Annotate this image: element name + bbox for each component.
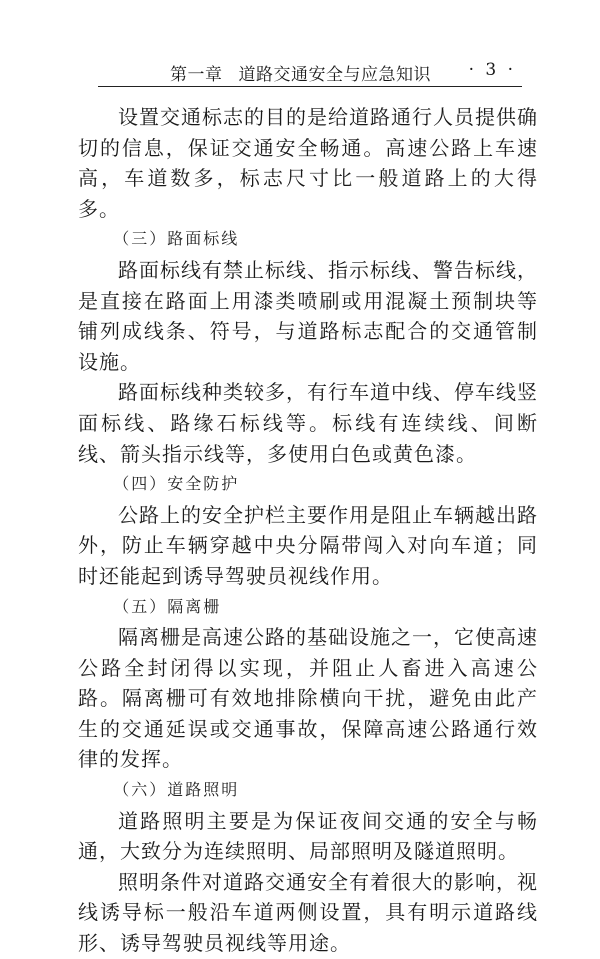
paragraph-lighting-types: 道路照明主要是为保证夜间交通的安全与畅通，大致分为连续照明、局部照明及隧道照明。: [78, 808, 538, 864]
body-text: [78, 102, 538, 959]
paragraph-lighting-guidance: 照明条件对道路交通安全有着很大的影响，视线诱导标一般沿车道两侧设置，具有明示道路线形、诱导驾驶员视线等用途。: [78, 869, 538, 956]
section-heading-fence: （五）隔离栅: [113, 596, 222, 616]
paragraph-fence: 隔离栅是高速公路的基础设施之一，它使高速公路全封闭得以实现，并阻止人畜进入高速公路。隔离栅可有效地排除横向干扰，避免由此产生的交通延误或交通事故，保障高速公路通行效律的发挥。: [78, 625, 538, 772]
running-header: [98, 56, 522, 87]
section-heading-road-markings: （三）路面标线: [113, 229, 240, 249]
chapter-number: 第一章: [170, 65, 223, 85]
section-heading-road-lighting: （六）道路照明: [113, 780, 240, 800]
paragraph-road-markings-definition: 路面标线有禁止标线、指示标线、警告标线，是直接在路面上用漆类喷刷或用混凝土预制块等铺列成线条、符号，与道路标志配合的交通管制设施。: [78, 257, 538, 374]
chapter-title: 道路交通安全与应急知识: [238, 65, 431, 85]
page-number: · 3 ·: [468, 60, 516, 80]
section-heading-safety-protection: （四）安全防护: [113, 474, 240, 494]
paragraph-guardrails: 公路上的安全护栏主要作用是阻止车辆越出路外，防止车辆穿越中央分隔带闯入对向车道；同时还能起到诱导驾驶员视线作用。: [78, 502, 538, 588]
chapter-heading: [170, 60, 431, 85]
paragraph-road-markings-types: 路面标线种类较多，有行车道中线、停车线竖面标线、路缘石标线等。标线有连续线、间断线、箭头指示线等，多使用白色或黄色漆。: [78, 380, 538, 466]
paragraph-traffic-signs: 设置交通标志的目的是给道路通行人员提供确切的信息，保证交通安全畅通。高速公路上车速高，车道数多，标志尺寸比一般道路上的大得多。: [78, 105, 538, 221]
